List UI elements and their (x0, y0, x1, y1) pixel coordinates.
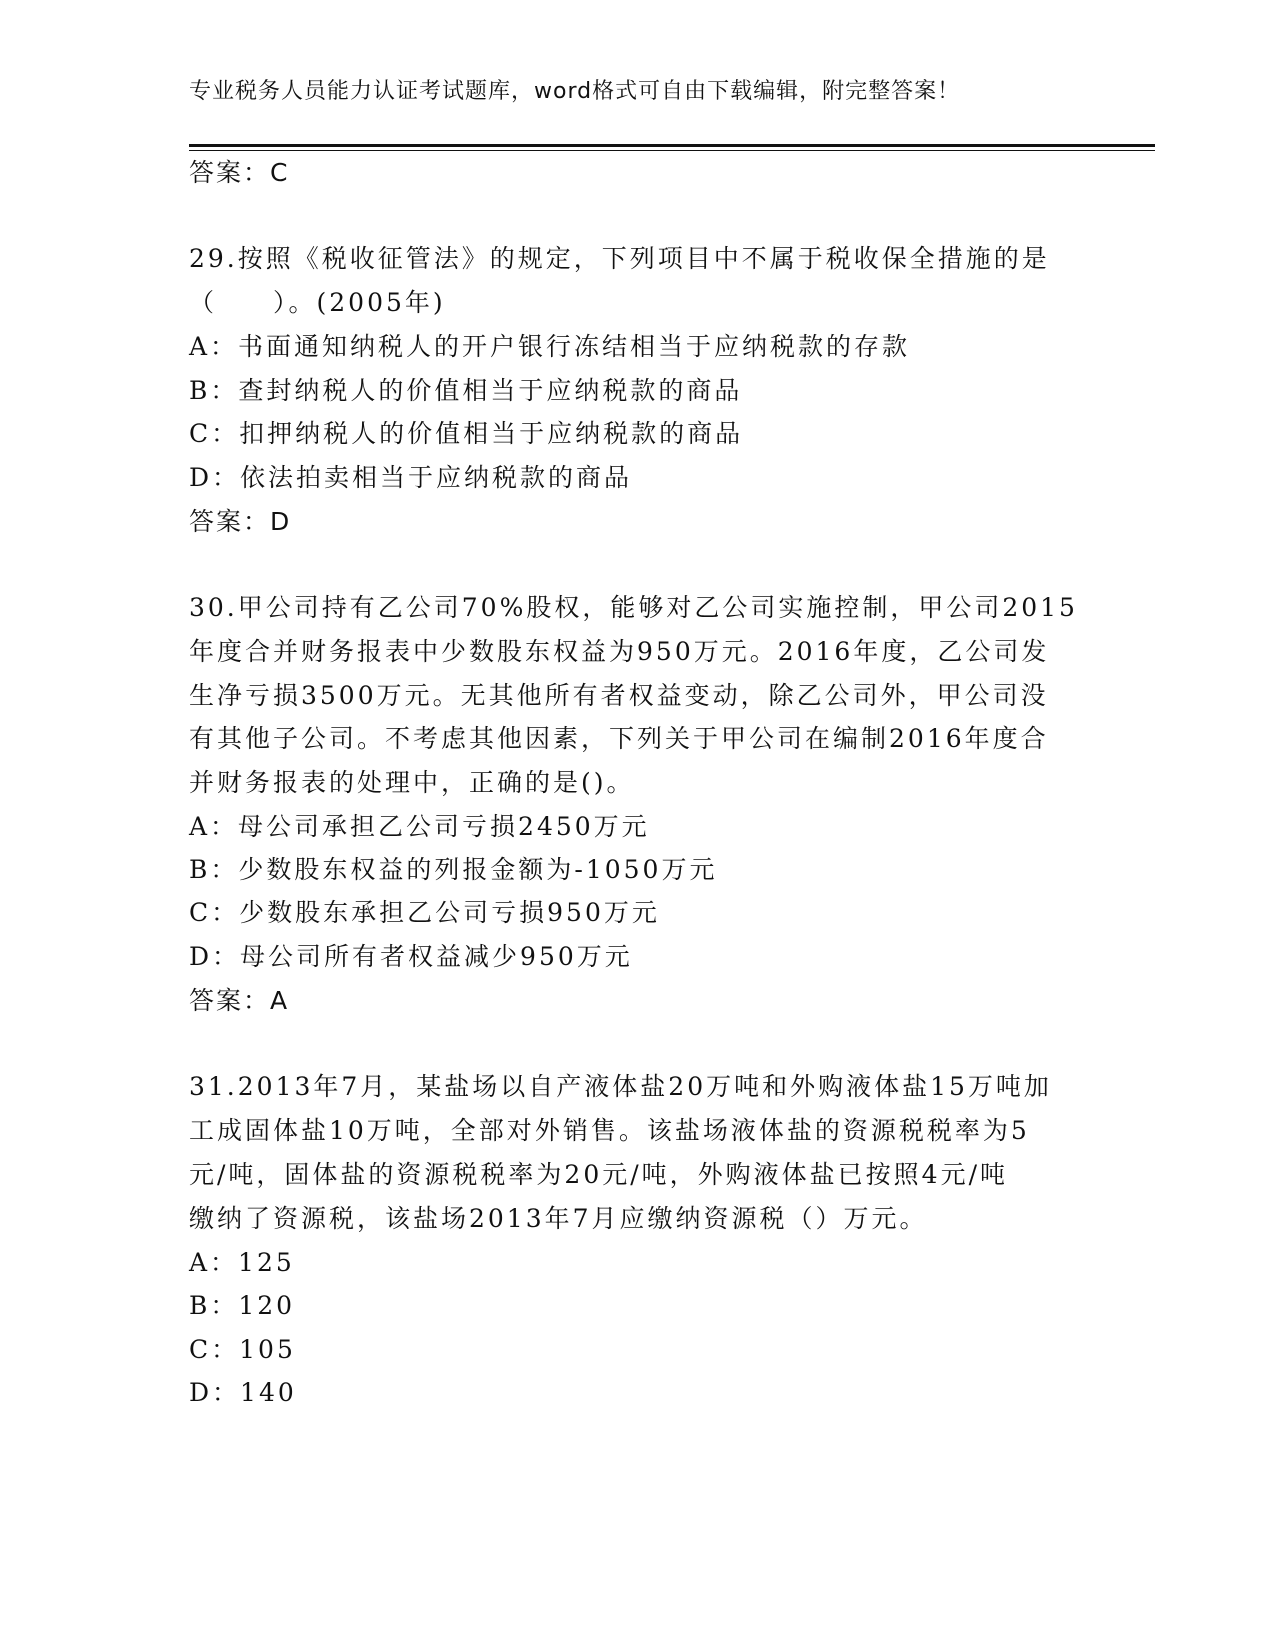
question-31-option-d: D：140 (189, 1378, 297, 1407)
question-30-answer: 答案：A (189, 986, 290, 1015)
question-31-stem: 工成固体盐10万吨，全部对外销售。该盐场液体盐的资源税税率为5 (189, 1116, 1030, 1145)
question-30-stem: 并财务报表的处理中，正确的是()。 (189, 768, 635, 797)
question-31-option-a: A：125 (189, 1248, 295, 1277)
question-29-stem: （ ）。(2005年) (189, 288, 446, 317)
question-31-stem: 元/吨，固体盐的资源税税率为20元/吨，外购液体盐已按照4元/吨 (189, 1160, 1008, 1189)
question-29-option-c: C：扣押纳税人的价值相当于应纳税款的商品 (189, 419, 744, 448)
question-31-option-b: B：120 (189, 1291, 296, 1320)
question-30-option-b: B：少数股东权益的列报金额为-1050万元 (189, 855, 718, 884)
question-31-option-c: C：105 (189, 1335, 296, 1364)
header-rule-thin (189, 150, 1155, 151)
question-30-stem: 30.甲公司持有乙公司70%股权，能够对乙公司实施控制，甲公司2015 (189, 593, 1078, 622)
question-30-option-c: C：少数股东承担乙公司亏损950万元 (189, 898, 660, 927)
question-29-stem: 29.按照《税收征管法》的规定，下列项目中不属于税收保全措施的是 (189, 244, 1050, 273)
answer-prev: 答案：C (189, 158, 290, 187)
question-30-option-a: A：母公司承担乙公司亏损2450万元 (189, 812, 650, 841)
question-29-option-a: A：书面通知纳税人的开户银行冻结相当于应纳税款的存款 (189, 332, 911, 361)
question-30-stem: 有其他子公司。不考虑其他因素，下列关于甲公司在编制2016年度合 (189, 724, 1049, 753)
question-29-option-d: D：依法拍卖相当于应纳税款的商品 (189, 463, 633, 492)
question-30-stem: 生净亏损3500万元。无其他所有者权益变动，除乙公司外，甲公司没 (189, 681, 1049, 710)
question-30-stem: 年度合并财务报表中少数股东权益为950万元。2016年度，乙公司发 (189, 637, 1050, 666)
question-29-option-b: B：查封纳税人的价值相当于应纳税款的商品 (189, 376, 743, 405)
question-31-stem: 缴纳了资源税，该盐场2013年7月应缴纳资源税（）万元。 (189, 1204, 928, 1233)
question-29-answer: 答案：D (189, 507, 292, 536)
question-30-option-d: D：母公司所有者权益减少950万元 (189, 942, 633, 971)
question-31-stem: 31.2013年7月，某盐场以自产液体盐20万吨和外购液体盐15万吨加 (189, 1072, 1052, 1101)
page-header: 专业税务人员能力认证考试题库，word格式可自由下载编辑，附完整答案！ (189, 79, 961, 104)
header-rule (189, 144, 1155, 147)
